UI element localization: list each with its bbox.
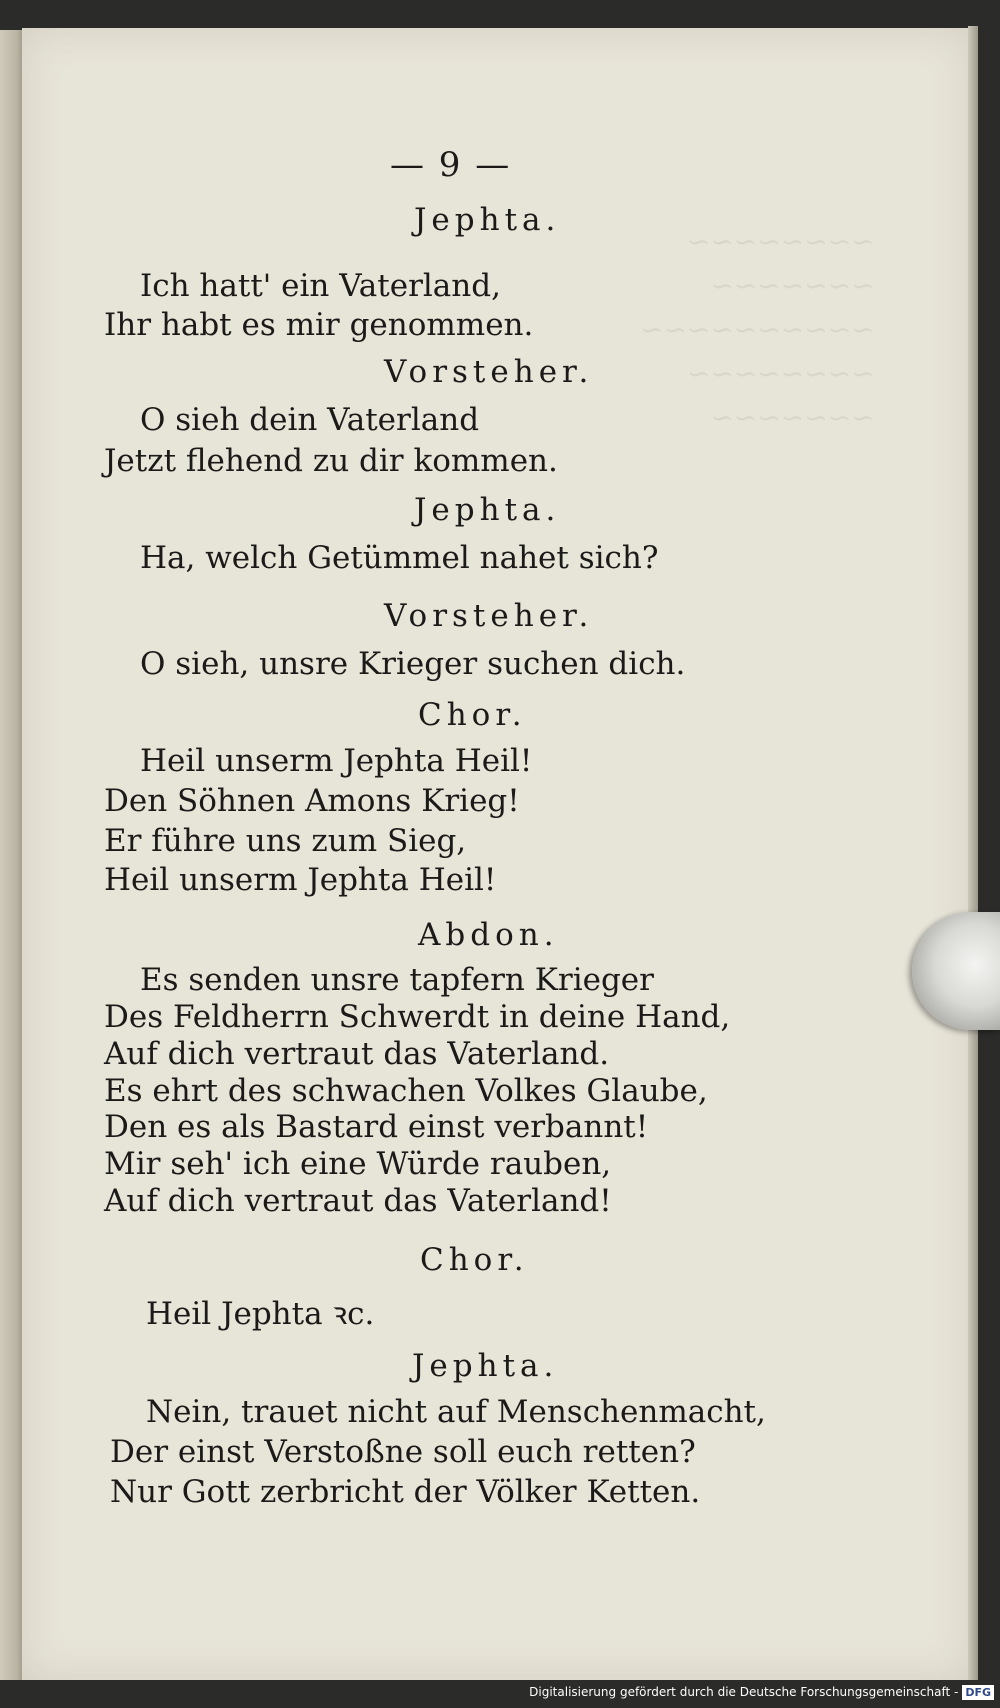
verse-line: Des Feldherrn Schwerdt in deine Hand, [104, 999, 731, 1035]
verse-line: O sieh dein Vaterland [140, 402, 480, 438]
verse-line: Ha, welch Getümmel nahet sich? [140, 540, 659, 576]
verse-line: Heil unserm Jephta Heil! [140, 743, 533, 779]
verse-line: Ihr habt es mir genommen. [104, 307, 534, 343]
verse-line: Den es als Bastard einst verbannt! [104, 1109, 649, 1145]
verse-line: Heil unserm Jephta Heil! [104, 862, 497, 898]
verse-line: Jetzt flehend zu dir kommen. [104, 443, 558, 479]
speaker-heading: Jephta. [412, 1348, 559, 1384]
show-through-text: ~~~~~~~~ ~~~~~~~ ~~~~~~~~~~ ~~~~~~~~ ~~~~~~~ [640, 225, 875, 434]
verse-line: Mir seh' ich eine Würde rauben, [104, 1146, 612, 1182]
verse-line: Er führe uns zum Sieg, [104, 823, 467, 859]
verse-line: Nur Gott zerbricht der Völker Ketten. [110, 1474, 701, 1510]
verse-line: Auf dich vertraut das Vaterland. [104, 1036, 610, 1072]
verse-line: Der einst Verstoßne soll euch retten? [110, 1434, 696, 1470]
verse-line: O sieh, unsre Krieger suchen dich. [140, 646, 686, 682]
verse-line: Auf dich vertraut das Vaterland! [104, 1183, 612, 1219]
verse-line: Nein, trauet nicht auf Menschenmacht, [146, 1394, 766, 1430]
verse-line: Den Söhnen Amons Krieg! [104, 783, 520, 819]
digitization-credit [529, 1680, 994, 1704]
verse-line: Ich hatt' ein Vaterland, [140, 268, 501, 304]
dfg-logo: DFG [962, 1685, 994, 1700]
verse-line: Es senden unsre tapfern Krieger [140, 962, 654, 998]
page-number: — 9 — [390, 145, 512, 185]
speaker-heading: Jephta. [414, 202, 561, 238]
speaker-heading: Abdon. [418, 917, 559, 953]
verse-line: Heil Jephta ꝛc. [146, 1296, 375, 1332]
speaker-heading: Chor. [418, 697, 527, 733]
speaker-heading: Jephta. [414, 492, 561, 528]
speaker-heading: Vorsteher. [384, 354, 594, 390]
credit-text: Digitalisierung gefördert durch die Deutsche Forschungsgemeinschaft - [529, 1685, 959, 1699]
verse-line: Es ehrt des schwachen Volkes Glaube, [104, 1073, 708, 1109]
speaker-heading: Chor. [420, 1242, 529, 1278]
speaker-heading: Vorsteher. [384, 598, 594, 634]
